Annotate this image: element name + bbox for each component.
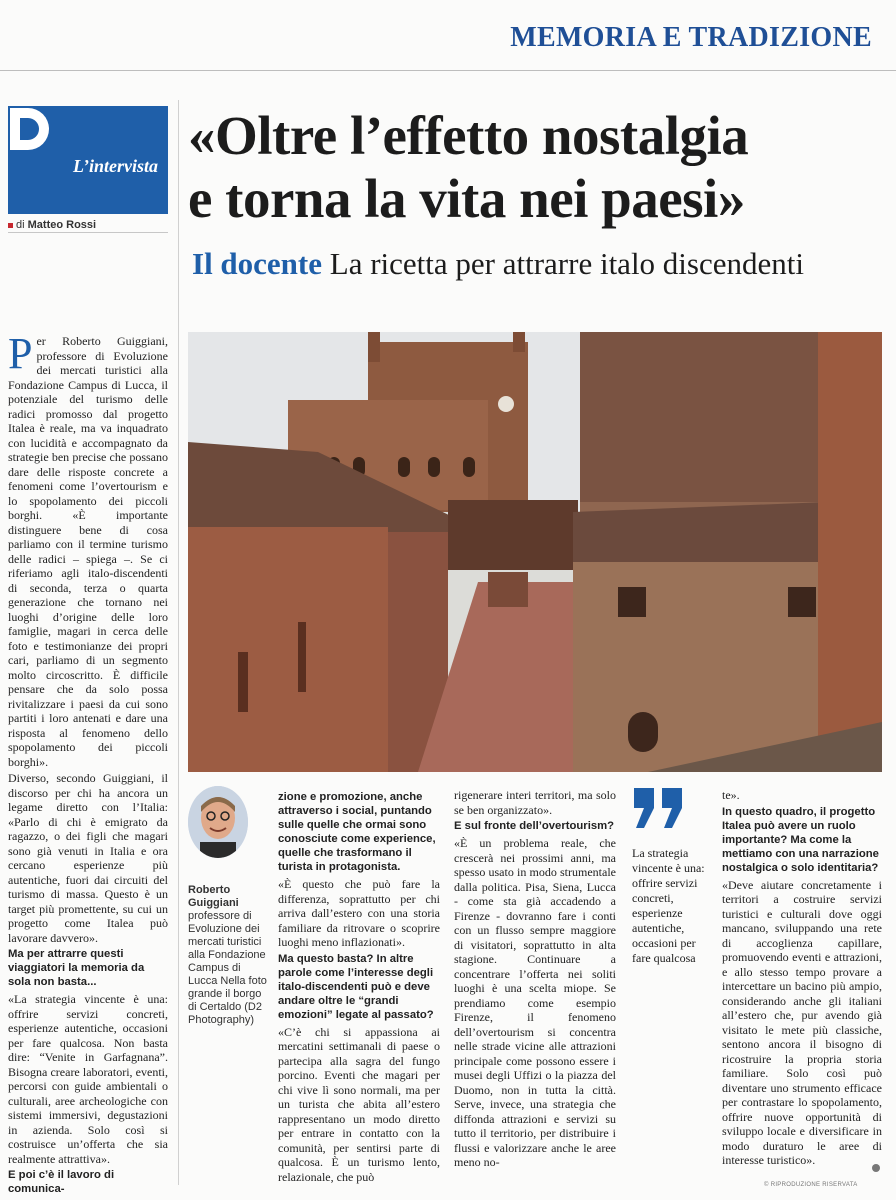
byline-author: Matteo Rossi	[27, 219, 97, 231]
interview-question-1: Ma per attrarre questi viaggiatori la memoria da sola non basta...	[8, 948, 145, 988]
paragraph-1: Per Roberto Guiggiani, professore di Evoluzione dei mercati turistici alla Fondazione Campus di Lucca, il potenziale del turismo delle radici promosso dal progetto Italea è reale, ma va inquadrato con lucidità e accompagnato da strategie ben precise che possano dare delle risposte concrete a fenomeni come l’overtourism e lo spopolamento dei piccoli borghi. «È importante distinguere bene di cosa parliamo con il termine turismo delle radici – spiega –. Se ci riferiamo agli italo-discendenti di seconda, terza o quarta generazione che tornano nei luoghi d’origine delle loro famiglie, magari in cerca delle foto e testimonianze dei propri cari, parliamo di un segmento molto circoscritto. È difficile pensare che da solo possa rivitalizzare i paesi da cui sono partiti i loro antenati e dare una risposta al fenomeno dello spopolamento dei piccoli borghi».	[8, 329, 168, 769]
headline-line-2: e torna la vita nei paesi»	[188, 168, 745, 229]
article-column-5	[722, 788, 882, 1170]
interview-answer-3: «C’è chi si appassiona ai mercatini settimanali di paese o partecipa alla sagra del fungo porcino. Eventi che magari per chi vive lì sono normali, ma per un turista che abita all’estero rappresentano un modo diretto per entrare in contatto con la comunità, per sentirsi parte di qualcosa. È un turismo lento, relazionale, che può	[278, 1024, 440, 1184]
badge-label: L’intervista	[73, 156, 158, 176]
column-divider	[178, 100, 179, 1185]
drop-cap: P	[8, 329, 33, 378]
d-logo-icon	[8, 106, 54, 152]
article-column-3	[454, 788, 616, 1172]
headline	[188, 104, 888, 230]
interview-answer-1: «La strategia vincente è una: offrire servizi concreti, esperienze autentiche, occasioni per fare qualcosa. Non basta dire: “Venite in Garfagnana”. Bisogna creare laboratori, eventi, percorsi con guide ambientali o culturali, aree archeologiche con sistemi immersivi, degustazioni in azienda. Solo così si costruisce un’offerta che sia realmente attrattiva».	[8, 992, 168, 1166]
pull-quote: La strategia vincente è una: offrire servizi concreti, esperienze autentiche, occasioni per fare qualcosa	[632, 846, 705, 965]
quote-mark-icon	[632, 786, 686, 830]
subhead-text: La ricetta per attrarre italo discendenti	[329, 246, 804, 281]
headline-line-1: «Oltre l’effetto nostalgia	[188, 105, 749, 166]
top-divider	[0, 70, 896, 71]
interview-question-5: In questo quadro, il progetto Italea può avere un ruolo importante? Ma come la mettiamo con una narrazione nostalgica o solo identitaria?	[722, 805, 879, 874]
interview-badge	[8, 106, 168, 214]
photo-caption	[188, 884, 272, 1027]
interview-question-3: Ma questo basta? In altre parole come l’interesse degli italo-discendenti può e deve andare oltre le “grandi emozioni” legate al passato?	[278, 952, 434, 1021]
section-label: MEMORIA E TRADIZIONE	[510, 22, 872, 53]
copyright-notice: © RIPRODUZIONE RISERVATA	[764, 1182, 858, 1188]
article-column-2	[278, 788, 440, 1186]
interview-question-4: E sul fronte dell’overtourism?	[454, 820, 615, 832]
byline-divider	[8, 232, 168, 233]
paragraph-2: Diverso, secondo Guiggiani, il discorso per chi ha ancora un legame diretto con l’Italia: «Parlo di chi è emigrato da ragazzo, o dei figli che magari sono già venuti in Italia e ora cercano esperienze più autentiche, fuori dai circuiti del turismo di massa. Questo è un target più promettente, su cui un progetto come Italea può lavorare davvero».	[8, 771, 168, 945]
subhead-kicker: Il docente	[192, 246, 323, 281]
subhead	[192, 246, 804, 282]
end-mark-icon	[872, 1164, 880, 1172]
photo-illustration	[188, 332, 882, 772]
interview-question-2: E poi c’è il lavoro di comunica-	[8, 1169, 115, 1195]
avatar	[188, 786, 248, 858]
interview-answer-4: «È un problema reale, che crescerà nei prossimi anni, ma spesso usato in modo strumentale dalla politica. Pisa, Siena, Lucca - come sta già accadendo a Firenze - dovranno fare i conti con un flusso sempre maggiore di visitatori, soprattutto in alta stagione. Continuare a concentrare l’offerta nei soliti luoghi è una scelta miope. Se prendiamo come esempio Firenze, il fenomeno dell’overtourism si concentra nelle strade vicine alle attrazioni principale come possono essere i musei degli Uffizi o la piazza del Duomo, non in tutta la città. Serve, invece, una strategia che diffonda attrazioni e servizi su tutto il territorio, per distribuire i flussi e valorizzare anche le aree meno no-	[454, 836, 616, 1169]
byline	[8, 219, 96, 231]
interview-answer-2: «È questo che può fare la differenza, soprattutto per chi arriva dall’estero con una storia familiare da ritrovare o scoprire luoghi meno inflazionati».	[278, 877, 440, 949]
main-photo-certaldo	[188, 332, 882, 772]
caption-text: professore di Evoluzione dei mercati turistici alla Fondazione Campus di Lucca Nella foto grande il borgo di Certaldo (D2 Photography)	[188, 910, 267, 1026]
portrait-illustration	[188, 786, 248, 858]
article-column-1	[8, 329, 168, 1199]
interview-answer-5: «Deve aiutare concretamente i territori a costruire servizi turistici e culturali dove oggi mancano, sviluppando una rete di accoglienza capillare, promuovendo eventi e attrazioni, e allo stesso tempo provare a intercettare un bacino più ampio, considerando anche gli italiani all’estero che, pur avendo già visitato le mete più classiche, sentono ancora il bisogno di ricostruire la propria storia familiare. Solo così può diventare uno strumento efficace per contrastare lo spopolamento, offrire nuove opportunità di sviluppo locale e diversificare in modo duraturo le aree di interesse turistico».	[722, 877, 882, 1167]
byline-bullet-icon	[8, 223, 13, 228]
byline-prefix: di	[16, 219, 25, 231]
interview-question-2-cont: zione e promozione, anche attraverso i social, puntando sulle quelle che ormai sono conosciute come experience, quelle che trasformano il turista in protagonista.	[278, 791, 436, 873]
interview-answer-3-cont: rigenerare interi territori, ma solo se ben organizzato».	[454, 788, 616, 817]
interview-answer-4-cont: te».	[722, 788, 740, 802]
caption-name: Roberto Guiggiani	[188, 884, 239, 909]
